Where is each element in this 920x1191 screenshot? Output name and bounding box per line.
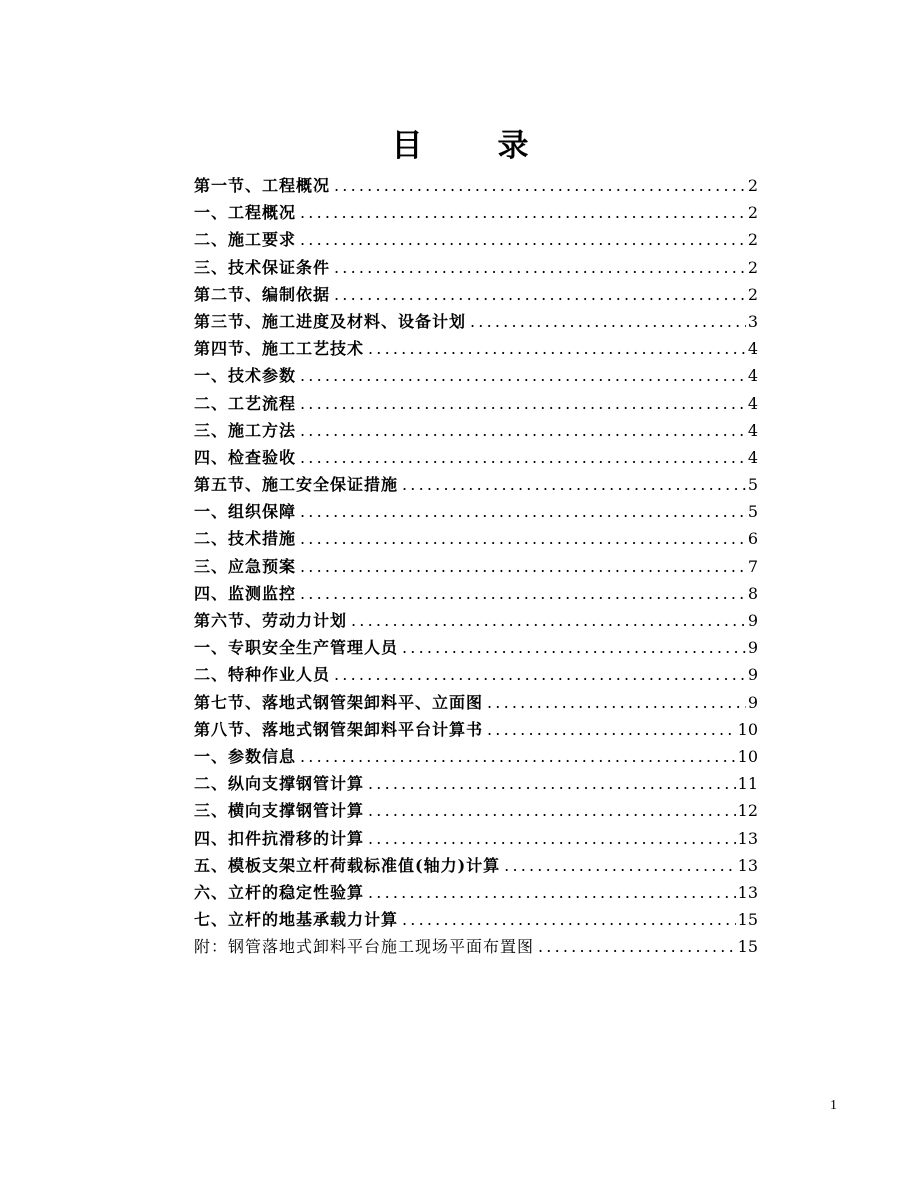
toc-entry[interactable] bbox=[194, 607, 758, 634]
toc-entry[interactable] bbox=[194, 689, 758, 716]
toc-entry-title: 二、技术措施 bbox=[194, 529, 297, 549]
toc-entry-title: 二、工艺流程 bbox=[194, 393, 297, 413]
toc-entry-title: 第八节、落地式钢管架卸料平台计算书 bbox=[194, 719, 484, 739]
toc-dot-leader bbox=[334, 281, 746, 308]
toc-entry-page-number: 8 bbox=[747, 583, 758, 603]
toc-entry-title: 一、专职安全生产管理人员 bbox=[194, 638, 399, 658]
toc-entry-page-number: 15 bbox=[737, 910, 758, 930]
toc-entry[interactable] bbox=[194, 743, 758, 770]
toc-entry-title: 四、监测监控 bbox=[194, 583, 297, 603]
toc-entry-title: 四、检查验收 bbox=[194, 447, 297, 467]
toc-entry[interactable] bbox=[194, 797, 758, 824]
toc-entry-title: 二、特种作业人员 bbox=[194, 665, 331, 685]
toc-entry-page-number: 4 bbox=[747, 339, 758, 359]
toc-entry[interactable] bbox=[194, 661, 758, 688]
toc-entry-title: 第四节、施工工艺技术 bbox=[194, 339, 365, 359]
toc-entry-title: 二、施工要求 bbox=[194, 230, 297, 250]
toc-dot-leader bbox=[368, 797, 736, 824]
toc-dot-leader bbox=[300, 498, 746, 525]
toc-entry-page-number: 13 bbox=[737, 882, 758, 902]
toc-entry-title: 三、应急预案 bbox=[194, 556, 297, 576]
toc-entry-title: 二、纵向支撑钢管计算 bbox=[194, 774, 365, 794]
toc-dot-leader bbox=[300, 417, 746, 444]
toc-entry[interactable] bbox=[194, 471, 758, 498]
toc-entry-title: 第七节、落地式钢管架卸料平、立面图 bbox=[194, 692, 484, 712]
toc-entry-page-number: 2 bbox=[747, 284, 758, 304]
toc-entry[interactable] bbox=[194, 879, 758, 906]
toc-entry-page-number: 6 bbox=[747, 529, 758, 549]
toc-entry[interactable] bbox=[194, 553, 758, 580]
toc-entry-page-number: 13 bbox=[737, 855, 758, 875]
toc-dot-leader bbox=[368, 825, 736, 852]
toc-entry[interactable] bbox=[194, 634, 758, 661]
footer-page-number: 1 bbox=[830, 1098, 837, 1113]
toc-entry-title: 第二节、编制依据 bbox=[194, 284, 331, 304]
toc-entry-page-number: 9 bbox=[747, 665, 758, 685]
toc-dot-leader bbox=[402, 906, 736, 933]
toc-entry[interactable] bbox=[194, 281, 758, 308]
toc-dot-leader bbox=[470, 308, 746, 335]
toc-entry-title: 一、参数信息 bbox=[194, 746, 297, 766]
toc-entry-title: 三、横向支撑钢管计算 bbox=[194, 801, 365, 821]
toc-dot-leader bbox=[402, 471, 746, 498]
toc-entry[interactable] bbox=[194, 444, 758, 471]
toc-entry[interactable] bbox=[194, 498, 758, 525]
toc-dot-leader bbox=[300, 525, 746, 552]
toc-dot-leader bbox=[300, 743, 736, 770]
toc-dot-leader bbox=[334, 172, 746, 199]
toc-entry[interactable] bbox=[194, 390, 758, 417]
toc-dot-leader bbox=[334, 661, 746, 688]
toc-entry-page-number: 7 bbox=[747, 556, 758, 576]
toc-entry[interactable] bbox=[194, 770, 758, 797]
toc-entry[interactable] bbox=[194, 933, 758, 960]
toc-entry-page-number: 10 bbox=[737, 746, 758, 766]
toc-entry[interactable] bbox=[194, 825, 758, 852]
toc-entry-page-number: 4 bbox=[747, 447, 758, 467]
toc-entry-page-number: 4 bbox=[747, 420, 758, 440]
toc-dot-leader bbox=[368, 770, 736, 797]
toc-dot-leader bbox=[368, 335, 746, 362]
toc-dot-leader bbox=[487, 716, 736, 743]
toc-entry-page-number: 9 bbox=[747, 692, 758, 712]
toc-entry[interactable] bbox=[194, 906, 758, 933]
toc-entry-page-number: 3 bbox=[747, 311, 758, 331]
toc-entry-title: 五、模板支架立杆荷载标准值(轴力)计算 bbox=[194, 855, 501, 875]
toc-entry-title: 三、施工方法 bbox=[194, 420, 297, 440]
toc-entry-page-number: 5 bbox=[747, 502, 758, 522]
toc-entry-page-number: 2 bbox=[747, 176, 758, 195]
toc-dot-leader bbox=[300, 199, 746, 226]
toc-entry-title: 第一节、工程概况 bbox=[194, 176, 331, 195]
toc-entry-page-number: 11 bbox=[737, 774, 758, 794]
toc-entry[interactable] bbox=[194, 716, 758, 743]
toc-entry-title: 一、工程概况 bbox=[194, 203, 297, 223]
toc-entry-page-number: 2 bbox=[747, 230, 758, 250]
toc-dot-leader bbox=[351, 607, 746, 634]
toc-dot-leader bbox=[300, 580, 746, 607]
toc-entry-title: 四、扣件抗滑移的计算 bbox=[194, 828, 365, 848]
toc-dot-leader bbox=[504, 852, 735, 879]
toc-entry-title: 七、立杆的地基承载力计算 bbox=[194, 910, 399, 930]
toc-dot-leader bbox=[300, 390, 746, 417]
toc-entry[interactable] bbox=[194, 226, 758, 253]
toc-entry[interactable] bbox=[194, 172, 758, 199]
toc-dot-leader bbox=[368, 879, 736, 906]
toc-entry-page-number: 2 bbox=[747, 203, 758, 223]
toc-entry[interactable] bbox=[194, 362, 758, 389]
toc-entry-page-number: 9 bbox=[747, 611, 758, 630]
toc-dot-leader bbox=[300, 362, 746, 389]
toc-dot-leader bbox=[538, 933, 736, 960]
toc-entry-title: 一、组织保障 bbox=[194, 502, 297, 522]
toc-dot-leader bbox=[300, 444, 746, 471]
toc-entry[interactable] bbox=[194, 308, 758, 335]
toc-entry[interactable] bbox=[194, 580, 758, 607]
toc-entry-title: 一、技术参数 bbox=[194, 366, 297, 386]
toc-dot-leader bbox=[334, 254, 746, 281]
toc-entry-title: 六、立杆的稳定性验算 bbox=[194, 882, 365, 902]
toc-entry[interactable] bbox=[194, 254, 758, 281]
toc-dot-leader bbox=[300, 553, 746, 580]
toc-entry-title: 第六节、劳动力计划 bbox=[194, 611, 348, 630]
toc-entry[interactable] bbox=[194, 417, 758, 444]
toc-dot-leader bbox=[487, 689, 746, 716]
toc-dot-leader bbox=[402, 634, 746, 661]
toc-entry-page-number: 15 bbox=[737, 937, 758, 957]
toc-entry[interactable] bbox=[194, 199, 758, 226]
toc-entry[interactable] bbox=[194, 852, 758, 879]
toc-dot-leader bbox=[300, 226, 746, 253]
table-of-contents bbox=[194, 172, 758, 960]
toc-entry-page-number: 4 bbox=[747, 366, 758, 386]
toc-entry-page-number: 12 bbox=[737, 801, 758, 821]
toc-entry-page-number: 2 bbox=[747, 257, 758, 277]
toc-entry-title: 第三节、施工进度及材料、设备计划 bbox=[194, 311, 467, 331]
toc-entry-page-number: 9 bbox=[747, 638, 758, 658]
toc-entry-page-number: 10 bbox=[737, 719, 758, 739]
toc-entry[interactable] bbox=[194, 525, 758, 552]
toc-entry[interactable] bbox=[194, 335, 758, 362]
toc-entry-title: 第五节、施工安全保证措施 bbox=[194, 475, 399, 495]
toc-entry-title: 三、技术保证条件 bbox=[194, 257, 331, 277]
toc-entry-page-number: 5 bbox=[747, 475, 758, 495]
page-title: 目 录 bbox=[391, 128, 551, 164]
toc-entry-page-number: 13 bbox=[737, 828, 758, 848]
toc-entry-title: 附：钢管落地式卸料平台施工现场平面布置图 bbox=[194, 937, 535, 957]
toc-entry-page-number: 4 bbox=[747, 393, 758, 413]
